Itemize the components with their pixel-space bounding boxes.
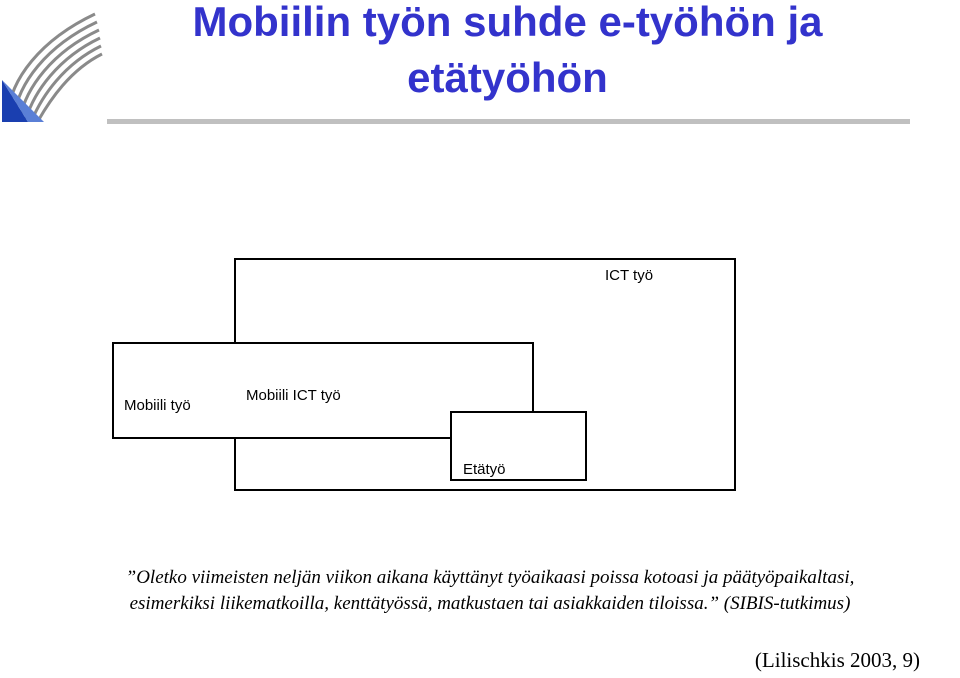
ict-work-label: ICT työ — [605, 267, 654, 284]
mobile-work-label: Mobiili työ — [124, 397, 191, 414]
survey-question-quote — [20, 565, 960, 617]
mobile-ict-work-label: Mobiili ICT työ — [246, 387, 341, 404]
title-line-1: Mobiilin työn suhde e-työhön ja — [192, 0, 823, 45]
quote-line-2: esimerkiksi liikematkoilla, kenttätyössä, matkustaen tai asiakkaiden tiloissa.” (SIBIS-tutkimus) — [129, 593, 851, 614]
source-citation: (Lilischkis 2003, 9) — [754, 648, 920, 672]
quote-line-1: ”Oletko viimeisten neljän viikon aikana käyttänyt työaikaasi poissa kotoasi ja päätyöpaikaltasi, — [125, 567, 855, 588]
title-line-2: etätyöhön — [407, 54, 608, 101]
title-divider — [107, 119, 910, 124]
telework-label: Etätyö — [463, 461, 506, 478]
